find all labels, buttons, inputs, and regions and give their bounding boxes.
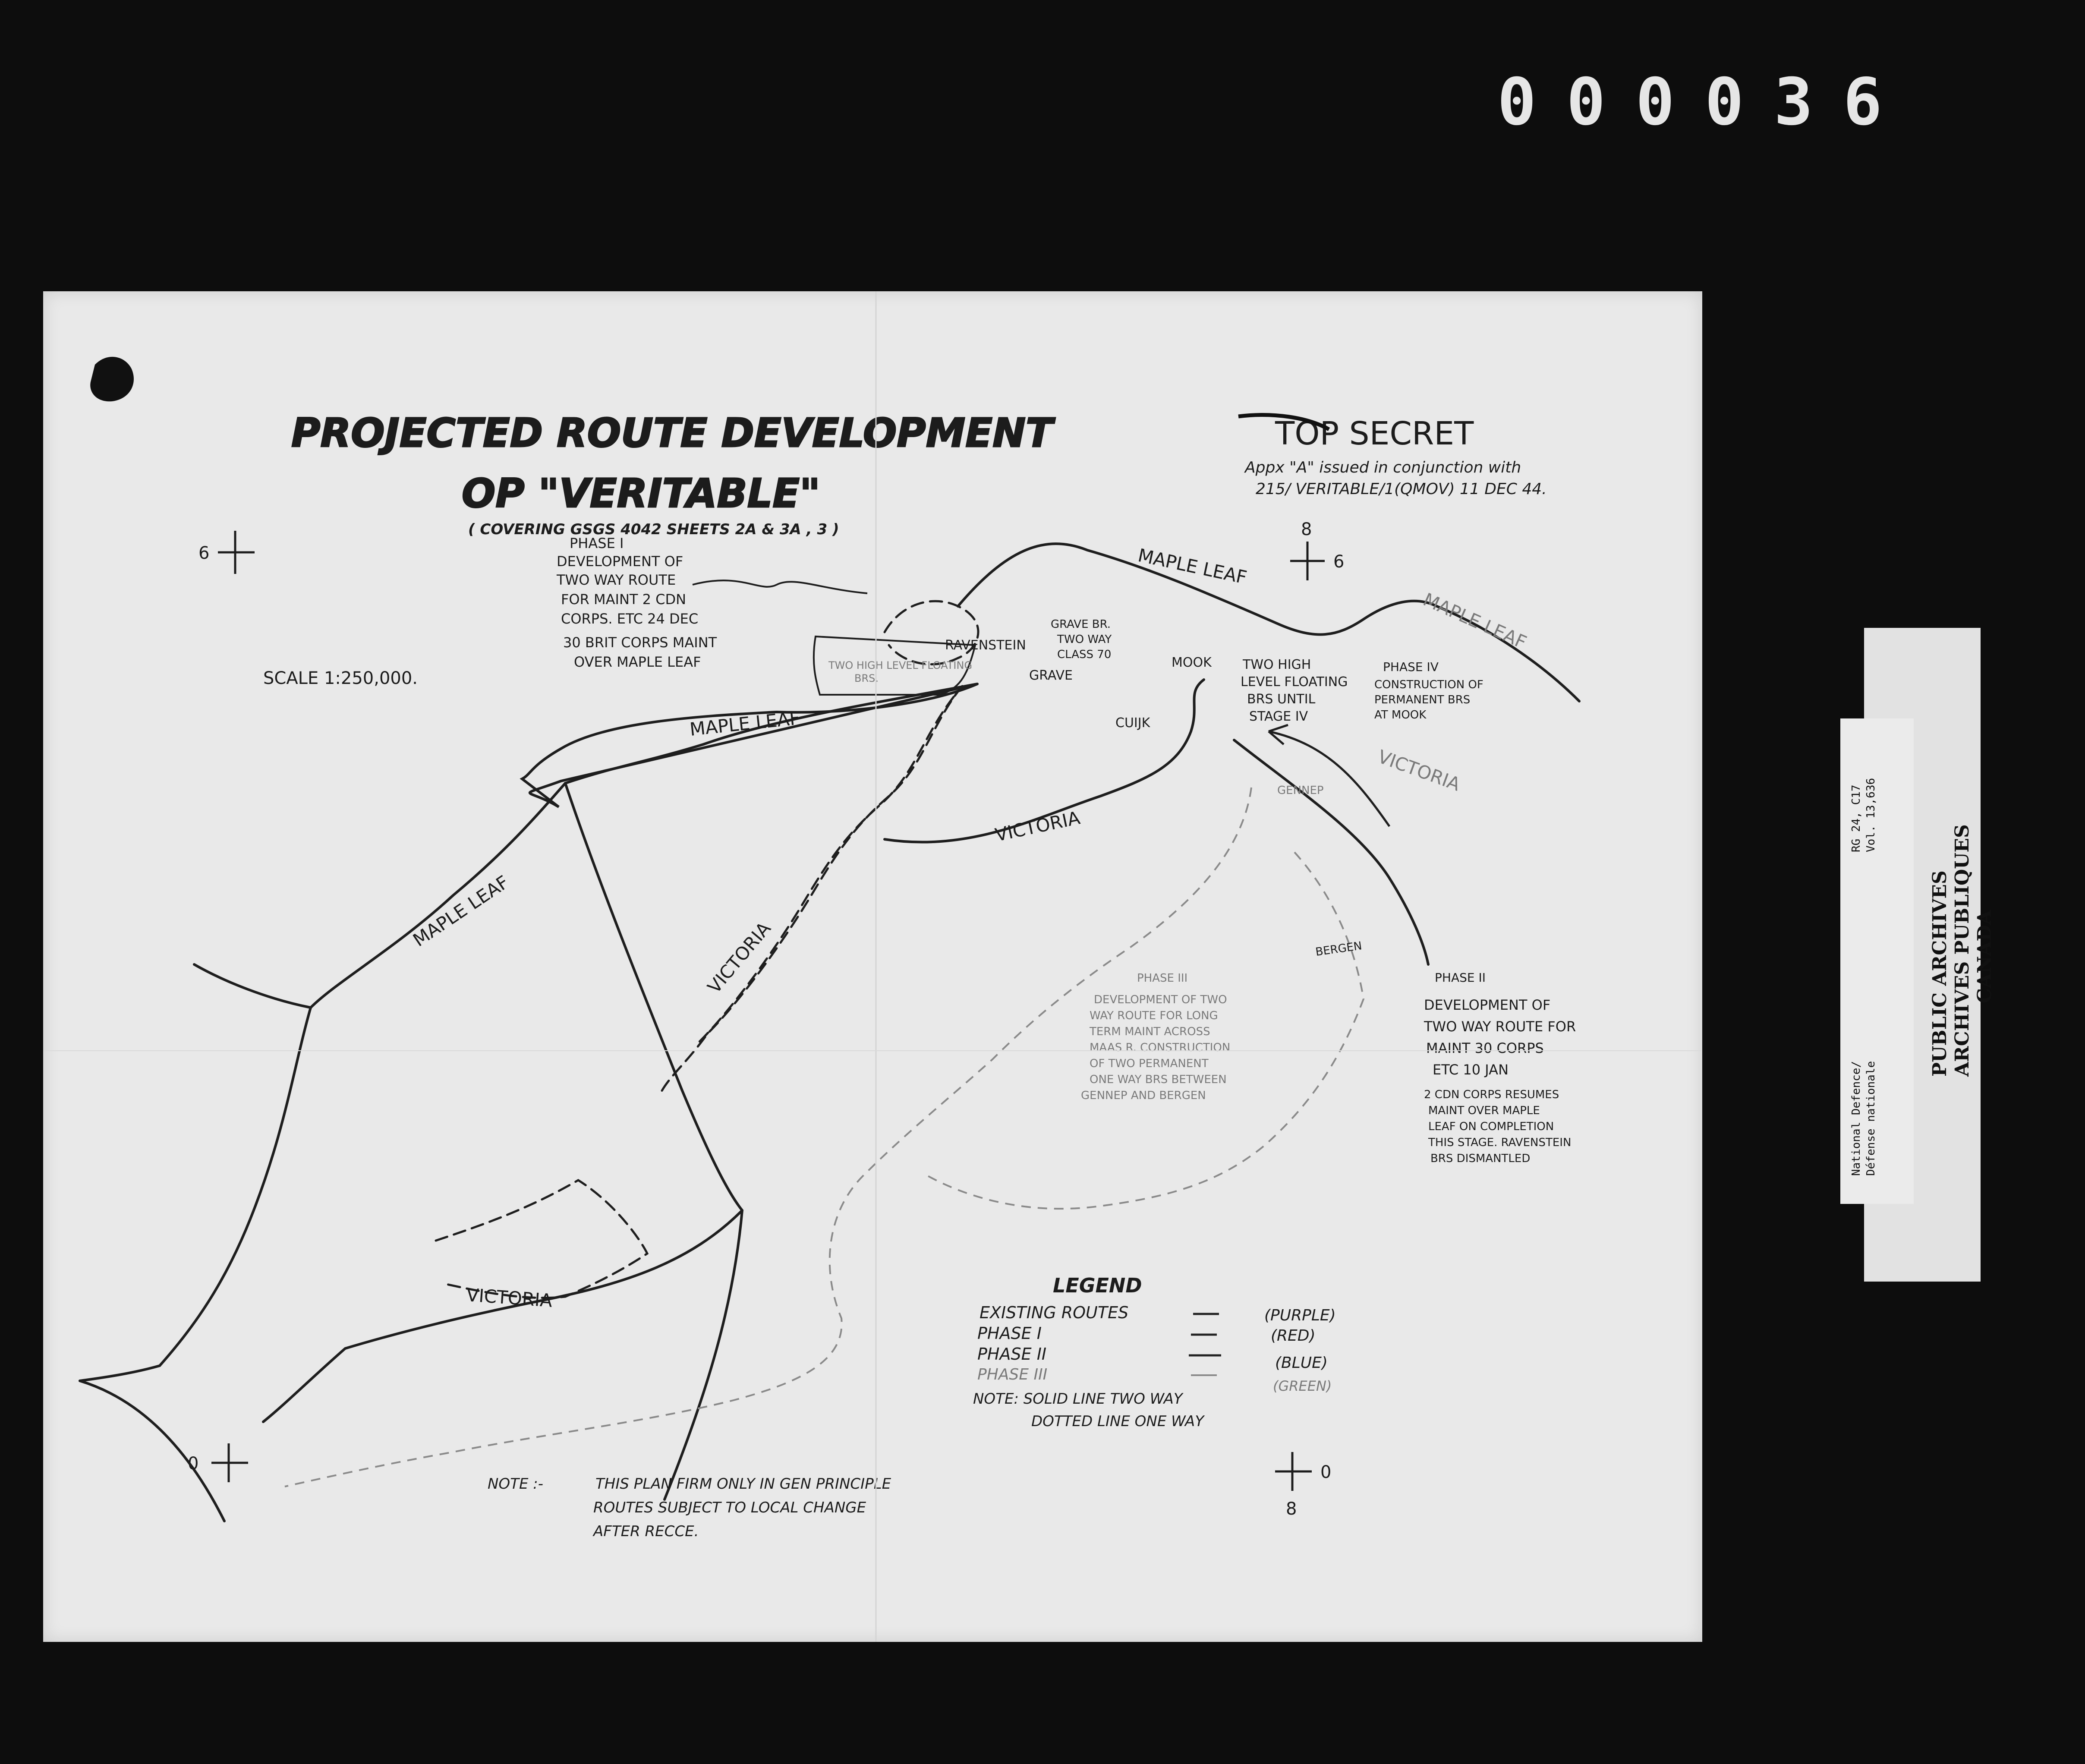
phase2-note-0: PHASE II — [1435, 970, 1486, 985]
grid-label-ne-right: 6 — [1333, 552, 1345, 572]
legend — [973, 1274, 1336, 1430]
route-sw-corner — [80, 1366, 160, 1381]
route-map — [43, 291, 1702, 1642]
phase1-note-6: OVER MAPLE LEAF — [574, 654, 701, 670]
phase1-note-1: DEVELOPMENT OF — [557, 553, 683, 570]
phase2-note-7: LEAF ON COMPLETION — [1428, 1120, 1554, 1133]
phase2-note-3: MAINT 30 CORPS — [1426, 1040, 1544, 1056]
route-victoria-lower-south — [665, 1210, 742, 1499]
label-victoria-1: VICTORIA — [993, 807, 1082, 846]
map-title-line1: PROJECTED ROUTE DEVELOPMENT — [291, 410, 1053, 456]
legend-item-2-label: PHASE II — [977, 1345, 1047, 1364]
route-ml-southwest — [311, 783, 565, 1008]
bottom-note-2: ROUTES SUBJECT TO LOCAL CHANGE — [593, 1499, 866, 1516]
legend-note-1: NOTE: SOLID LINE TWO WAY — [973, 1390, 1183, 1408]
grid-cross-se — [1275, 1452, 1312, 1491]
grave-br-0: GRAVE BR. — [1051, 618, 1111, 631]
route-victoria-loop-south — [436, 1180, 647, 1298]
route-phase3-main — [285, 788, 1251, 1487]
ink-blot — [90, 357, 134, 401]
route-west-spur — [194, 964, 311, 1008]
archive-stamp-line3: CANADA — [1974, 910, 1996, 1003]
microfilm-frame-number: 000036 — [1497, 65, 1912, 140]
archive-department-line2: Défense nationale — [1865, 1061, 1877, 1176]
archive-reference-line1: RG 24, C17 — [1850, 784, 1863, 852]
mook-bridges-3: STAGE IV — [1249, 709, 1308, 724]
phase2-note-9: BRS DISMANTLED — [1430, 1152, 1531, 1165]
grid-label-sw: 0 — [188, 1454, 199, 1474]
legend-item-3-label: PHASE III — [977, 1366, 1048, 1383]
phase1-note-3: FOR MAINT 2 CDN — [561, 591, 687, 608]
issued-line1: Appx "A" issued in conjunction with — [1245, 459, 1521, 476]
phase3-note-3: TERM MAINT ACROSS — [1090, 1025, 1210, 1038]
phase3-route — [285, 788, 1364, 1487]
place-bergen: BERGEN — [1314, 939, 1363, 959]
archive-reference-line2: Vol. 13,636 — [1865, 778, 1877, 852]
phase1-note-2: TWO WAY ROUTE — [557, 572, 676, 588]
route-sw-diagonal — [80, 1381, 224, 1521]
label-victoria-3: VICTORIA — [703, 918, 775, 998]
archive-stamp-line1: PUBLIC ARCHIVES — [1929, 870, 1951, 1077]
issued-line2: 215/ VERITABLE/1(QMOV) 11 DEC 44. — [1256, 480, 1547, 498]
grid-label-se-right: 0 — [1320, 1462, 1332, 1482]
label-victoria-2: VICTORIA — [1375, 746, 1463, 795]
phase2-note-4: ETC 10 JAN — [1433, 1062, 1509, 1078]
phase1-note-4: CORPS. ETC 24 DEC — [561, 611, 699, 627]
ravenstein-bridges-1: TWO HIGH LEVEL FLOATING — [828, 659, 973, 671]
archive-department-line1: National Defence/ — [1850, 1061, 1863, 1176]
grid-label-ne-top: 8 — [1301, 520, 1312, 539]
legend-title: LEGEND — [1053, 1274, 1142, 1297]
ravenstein-bridges-2: BRS. — [854, 672, 879, 684]
mook-bridges-1: LEVEL FLOATING — [1241, 674, 1348, 690]
archive-stamp-line2: ARCHIVES PUBLIQUES — [1951, 824, 1973, 1077]
legend-item-0-label: EXISTING ROUTES — [980, 1303, 1129, 1322]
grid-label-se-bottom: 8 — [1286, 1499, 1297, 1519]
map-coverage: ( COVERING GSGS 4042 SHEETS 2A & 3A , 3 ) — [468, 521, 839, 538]
route-west-down — [160, 1008, 311, 1366]
phase2-note-6: MAINT OVER MAPLE — [1428, 1104, 1540, 1117]
place-mook: MOOK — [1172, 655, 1212, 670]
phase2-note-2: TWO WAY ROUTE FOR — [1424, 1018, 1576, 1035]
legend-item-2-color: (BLUE) — [1275, 1354, 1328, 1372]
legend-item-1-label: PHASE I — [977, 1324, 1042, 1343]
phase2-note-5: 2 CDN CORPS RESUMES — [1424, 1088, 1559, 1101]
phase4-3: AT MOOK — [1374, 709, 1427, 721]
legend-note-2: DOTTED LINE ONE WAY — [1031, 1413, 1204, 1430]
map-title-line2: OP "VERITABLE" — [462, 470, 821, 517]
phase3-note-5: OF TWO PERMANENT — [1090, 1057, 1209, 1070]
mook-bridges-2: BRS UNTIL — [1247, 692, 1316, 707]
classification: TOP SECRET — [1275, 415, 1474, 452]
phase4-2: PERMANENT BRS — [1374, 693, 1471, 706]
place-gennep: GENNEP — [1277, 784, 1324, 797]
bottom-note-0: NOTE :- — [488, 1475, 543, 1493]
phase3-note-4: MAAS R. CONSTRUCTION — [1090, 1041, 1231, 1054]
grid-label-nw: 6 — [198, 543, 210, 563]
grave-br-1: TWO WAY — [1057, 633, 1112, 646]
label-maple-leaf-1: MAPLE LEAF — [1136, 544, 1249, 589]
phase3-note-1: DEVELOPMENT OF TWO — [1094, 993, 1227, 1006]
grid-cross-ne — [1290, 542, 1325, 580]
phase3-note-2: WAY ROUTE FOR LONG — [1090, 1009, 1218, 1022]
phase2-note — [1424, 970, 1576, 1165]
phase3-note — [1081, 972, 1230, 1102]
phase1-pointer — [693, 580, 867, 593]
archive-reference-card — [1840, 718, 1914, 1204]
bottom-note — [488, 1475, 891, 1540]
route-victoria-lower-west — [263, 1210, 742, 1422]
map-scale: SCALE 1:250,000. — [263, 668, 418, 688]
route-maple-leaf-west — [522, 684, 977, 807]
grid-cross-sw — [211, 1443, 248, 1482]
route-ravenstein-loop — [885, 601, 978, 664]
legend-item-1-color: (RED) — [1271, 1327, 1316, 1345]
bottom-note-3: AFTER RECCE. — [593, 1523, 699, 1540]
phase2-note-1: DEVELOPMENT OF — [1424, 997, 1551, 1013]
label-maple-leaf-3: MAPLE LEAF — [688, 707, 801, 740]
grave-br-2: CLASS 70 — [1057, 648, 1112, 661]
phase3-note-6: ONE WAY BRS BETWEEN — [1090, 1073, 1227, 1086]
phase4-0: PHASE IV — [1383, 660, 1439, 674]
phase3-note-0: PHASE III — [1137, 972, 1188, 985]
existing-routes — [80, 544, 1579, 1521]
phase2-note-8: THIS STAGE. RAVENSTEIN — [1428, 1136, 1572, 1149]
legend-item-0-color: (PURPLE) — [1264, 1307, 1336, 1324]
place-cuijk: CUIJK — [1115, 715, 1150, 731]
phase3-note-7: GENNEP AND BERGEN — [1081, 1089, 1206, 1102]
label-victoria-4: VICTORIA — [466, 1284, 553, 1311]
bottom-note-1: THIS PLAN FIRM ONLY IN GEN PRINCIPLE — [595, 1475, 891, 1493]
label-maple-leaf-4: MAPLE LEAF — [409, 871, 513, 951]
mook-bridges-0: TWO HIGH — [1243, 657, 1311, 672]
phase1-note-0: PHASE I — [570, 535, 624, 551]
place-ravenstein: RAVENSTEIN — [945, 638, 1026, 653]
route-central — [565, 783, 742, 1210]
map-sheet — [43, 291, 1702, 1642]
phase1-note — [556, 535, 717, 670]
place-grave: GRAVE — [1029, 668, 1073, 683]
phase4-1: CONSTRUCTION OF — [1374, 678, 1483, 691]
grid-cross-nw — [218, 531, 255, 574]
legend-item-3-color: (GREEN) — [1273, 1378, 1332, 1394]
phase1-note-5: 30 BRIT CORPS MAINT — [563, 634, 717, 651]
label-maple-leaf-2: MAPLE LEAF — [1420, 589, 1530, 653]
